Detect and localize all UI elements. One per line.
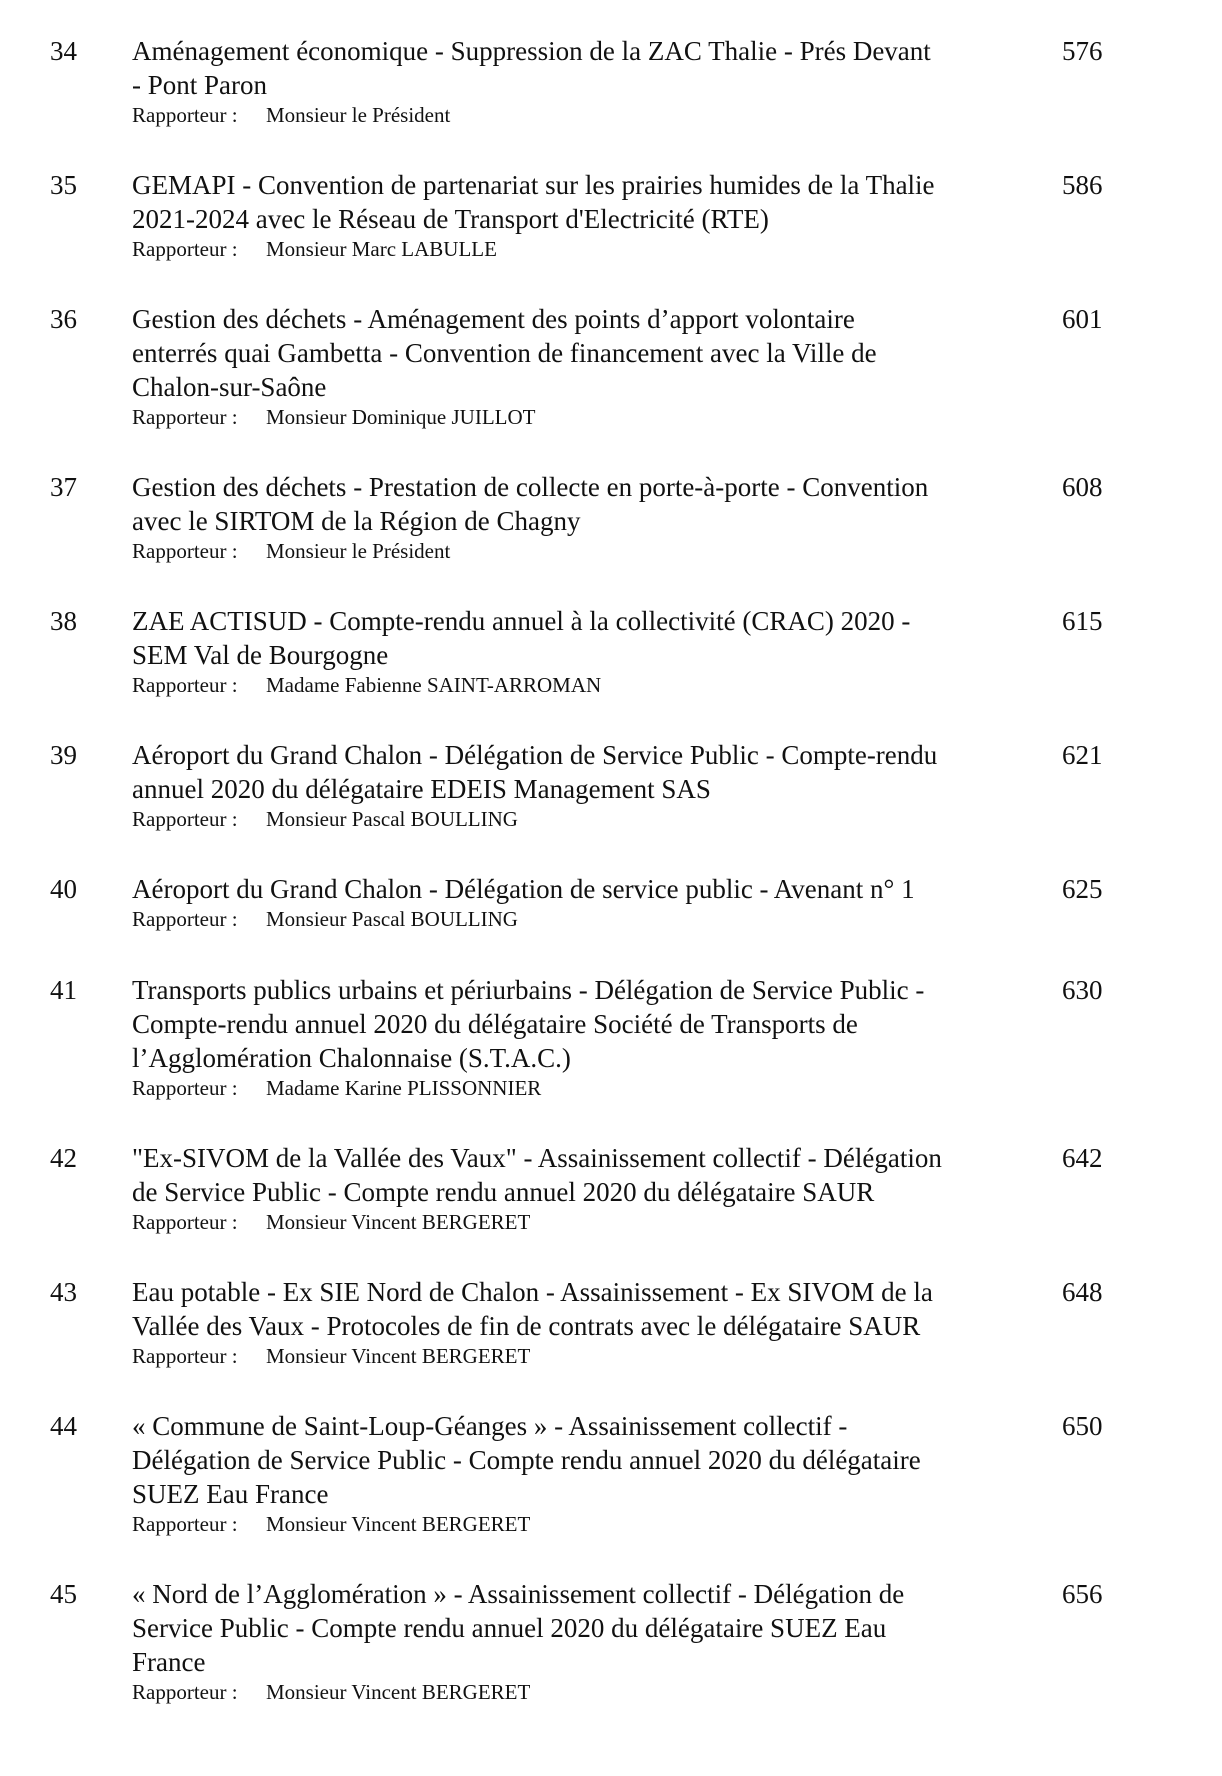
item-number: 42: [50, 1143, 77, 1173]
rapporteur-label: Rapporteur :: [132, 907, 238, 931]
rapporteur-label: Rapporteur :: [132, 1680, 238, 1704]
page-number: 586: [1062, 170, 1103, 200]
title-line: de Service Public - Compte rendu annuel 2020 du délégataire SAUR: [132, 1177, 875, 1207]
title-line: Gestion des déchets - Prestation de collecte en porte-à-porte - Convention: [132, 472, 929, 502]
item-title: [132, 302, 1012, 431]
rapporteur-name: Monsieur Marc LABULLE: [266, 237, 497, 261]
page-number: 576: [1062, 36, 1103, 66]
item-number: 39: [50, 740, 77, 770]
rapporteur-label: Rapporteur :: [132, 673, 238, 697]
page-number: 625: [1062, 874, 1103, 904]
rapporteur-name: Monsieur Pascal BOULLING: [266, 807, 518, 831]
item-title: [132, 168, 1012, 263]
title-line: Compte-rendu annuel 2020 du délégataire Société de Transports de: [132, 1009, 858, 1039]
title-line: France: [132, 1647, 206, 1677]
rapporteur-line: [132, 672, 1012, 699]
rapporteur-name: Madame Fabienne SAINT-ARROMAN: [266, 673, 602, 697]
title-line: SUEZ Eau France: [132, 1479, 329, 1509]
page-number: 621: [1062, 740, 1103, 770]
rapporteur-label: Rapporteur :: [132, 1210, 238, 1234]
page-number: 630: [1062, 975, 1103, 1005]
item-number: 37: [50, 472, 77, 502]
rapporteur-name: Monsieur Vincent BERGERET: [266, 1344, 531, 1368]
item-number: 41: [50, 975, 77, 1005]
rapporteur-line: [132, 906, 1012, 933]
rapporteur-name: Monsieur le Président: [266, 539, 451, 563]
rapporteur-line: [132, 1679, 1012, 1706]
rapporteur-label: Rapporteur :: [132, 237, 238, 261]
title-line: Service Public - Compte rendu annuel 2020 du délégataire SUEZ Eau: [132, 1613, 887, 1643]
rapporteur-name: Madame Karine PLISSONNIER: [266, 1076, 542, 1100]
rapporteur-line: [132, 1511, 1012, 1538]
title-line: Transports publics urbains et périurbains - Délégation de Service Public -: [132, 975, 925, 1005]
item-title: [132, 973, 1012, 1102]
rapporteur-line: [132, 404, 1012, 431]
rapporteur-name: Monsieur Vincent BERGERET: [266, 1512, 531, 1536]
item-title: [132, 470, 1012, 565]
item-number: 45: [50, 1579, 77, 1609]
item-title: [132, 34, 1012, 129]
page-number: 615: [1062, 606, 1103, 636]
item-number: 36: [50, 304, 77, 334]
page-number: 648: [1062, 1277, 1103, 1307]
rapporteur-label: Rapporteur :: [132, 1512, 238, 1536]
item-number: 44: [50, 1411, 77, 1441]
item-title: [132, 872, 1012, 933]
rapporteur-line: [132, 806, 1012, 833]
rapporteur-line: [132, 1343, 1012, 1370]
title-line: Gestion des déchets - Aménagement des points d’apport volontaire: [132, 304, 855, 334]
title-line: GEMAPI - Convention de partenariat sur les prairies humides de la Thalie: [132, 170, 935, 200]
item-title: [132, 738, 1012, 833]
title-line: « Nord de l’Agglomération » - Assainissement collectif - Délégation de: [132, 1579, 905, 1609]
rapporteur-name: Monsieur Pascal BOULLING: [266, 907, 518, 931]
rapporteur-name: Monsieur Dominique JUILLOT: [266, 405, 536, 429]
title-line: l’Agglomération Chalonnaise (S.T.A.C.): [132, 1043, 571, 1073]
item-number: 35: [50, 170, 77, 200]
page-number: 650: [1062, 1411, 1103, 1441]
title-line: Eau potable - Ex SIE Nord de Chalon - Assainissement - Ex SIVOM de la: [132, 1277, 933, 1307]
item-number: 43: [50, 1277, 77, 1307]
page-number: 642: [1062, 1143, 1103, 1173]
item-title: [132, 1577, 1012, 1706]
title-line: Chalon-sur-Saône: [132, 372, 327, 402]
title-line: ZAE ACTISUD - Compte-rendu annuel à la collectivité (CRAC) 2020 -: [132, 606, 911, 636]
rapporteur-name: Monsieur le Président: [266, 103, 451, 127]
rapporteur-label: Rapporteur :: [132, 807, 238, 831]
title-line: SEM Val de Bourgogne: [132, 640, 389, 670]
item-title: [132, 1409, 1012, 1538]
rapporteur-line: [132, 1209, 1012, 1236]
item-title: [132, 604, 1012, 699]
title-line: Délégation de Service Public - Compte rendu annuel 2020 du délégataire: [132, 1445, 921, 1475]
title-line: Vallée des Vaux - Protocoles de fin de contrats avec le délégataire SAUR: [132, 1311, 921, 1341]
title-line: 2021-2024 avec le Réseau de Transport d'Electricité (RTE): [132, 204, 769, 234]
title-line: avec le SIRTOM de la Région de Chagny: [132, 506, 581, 536]
rapporteur-label: Rapporteur :: [132, 405, 238, 429]
title-line: annuel 2020 du délégataire EDEIS Management SAS: [132, 774, 711, 804]
item-number: 38: [50, 606, 77, 636]
rapporteur-label: Rapporteur :: [132, 1076, 238, 1100]
item-number: 34: [50, 36, 77, 66]
rapporteur-name: Monsieur Vincent BERGERET: [266, 1210, 531, 1234]
rapporteur-line: [132, 1075, 1012, 1102]
item-number: 40: [50, 874, 77, 904]
item-title: [132, 1141, 1012, 1236]
rapporteur-label: Rapporteur :: [132, 103, 238, 127]
rapporteur-label: Rapporteur :: [132, 539, 238, 563]
rapporteur-label: Rapporteur :: [132, 1344, 238, 1368]
item-title: [132, 1275, 1012, 1370]
page-number: 608: [1062, 472, 1103, 502]
rapporteur-line: [132, 538, 1012, 565]
rapporteur-name: Monsieur Vincent BERGERET: [266, 1680, 531, 1704]
rapporteur-line: [132, 102, 1012, 129]
title-line: Aménagement économique - Suppression de la ZAC Thalie - Prés Devant: [132, 36, 931, 66]
title-line: Aéroport du Grand Chalon - Délégation de Service Public - Compte-rendu: [132, 740, 938, 770]
rapporteur-line: [132, 236, 1012, 263]
title-line: Aéroport du Grand Chalon - Délégation de service public - Avenant n° 1: [132, 874, 915, 904]
title-line: enterrés quai Gambetta - Convention de financement avec la Ville de: [132, 338, 877, 368]
title-line: "Ex-SIVOM de la Vallée des Vaux" - Assainissement collectif - Délégation: [132, 1143, 942, 1173]
page-number: 656: [1062, 1579, 1103, 1609]
title-line: - Pont Paron: [132, 70, 267, 100]
title-line: « Commune de Saint-Loup-Géanges » - Assainissement collectif -: [132, 1411, 848, 1441]
page-number: 601: [1062, 304, 1103, 334]
